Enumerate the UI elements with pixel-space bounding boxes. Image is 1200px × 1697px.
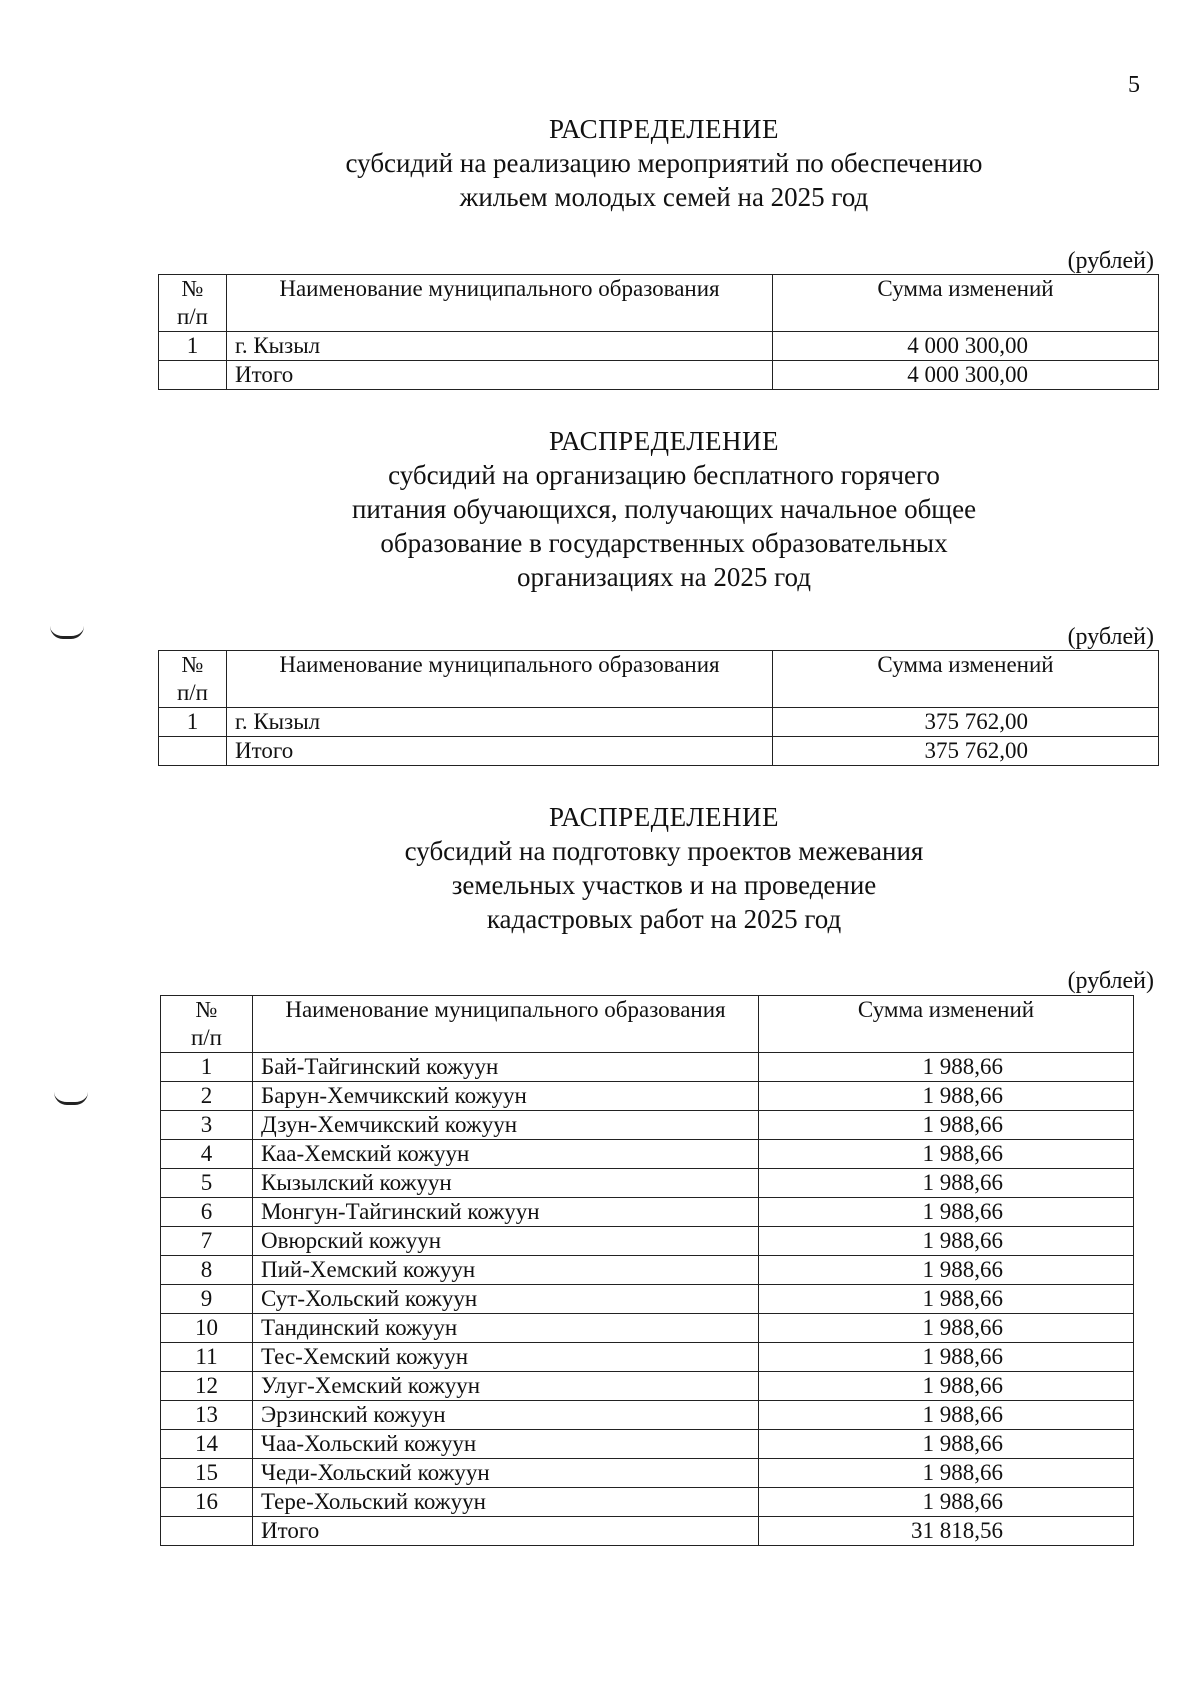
row-sum: 1 988,66 (759, 1343, 1134, 1372)
row-name: Чаа-Хольский кожуун (253, 1430, 759, 1459)
table-row (161, 1053, 1134, 1082)
row-num: 1 (159, 708, 227, 737)
row-sum: 4 000 300,00 (773, 332, 1159, 361)
row-name: Эрзинский кожуун (253, 1401, 759, 1430)
section-title: РАСПРЕДЕЛЕНИЕ (548, 426, 780, 456)
table-row (161, 1430, 1134, 1459)
section-subtitle-line: субсидий на реализацию мероприятий по обеспечению (345, 148, 983, 178)
distribution-table-1 (158, 274, 1159, 390)
table-row (161, 1169, 1134, 1198)
row-num: 6 (161, 1198, 253, 1227)
table-row (161, 1227, 1134, 1256)
total-sum: 31 818,56 (759, 1517, 1134, 1546)
table-row (159, 332, 1159, 361)
col-header-name: Наименование муниципального образования (227, 651, 773, 708)
table-row (161, 1488, 1134, 1517)
total-label: Итого (227, 361, 773, 390)
row-name: Пий-Хемский кожуун (253, 1256, 759, 1285)
distribution-table-2 (158, 650, 1159, 766)
row-name: Барун-Хемчикский кожуун (253, 1082, 759, 1111)
section-subtitle-line: организациях на 2025 год (517, 562, 811, 592)
section-subtitle-line: кадастровых работ на 2025 год (486, 904, 842, 934)
row-sum: 1 988,66 (759, 1256, 1134, 1285)
row-sum: 1 988,66 (759, 1430, 1134, 1459)
table-total-row (159, 361, 1159, 390)
total-sum: 375 762,00 (773, 737, 1159, 766)
row-sum: 1 988,66 (759, 1314, 1134, 1343)
table-row (161, 1314, 1134, 1343)
row-sum: 1 988,66 (759, 1082, 1134, 1111)
unit-label: (рублей) (1067, 624, 1154, 650)
col-header-sum: Сумма изменений (773, 651, 1159, 708)
row-sum: 1 988,66 (759, 1198, 1134, 1227)
col-header-sum: Сумма изменений (773, 275, 1159, 332)
table-row (161, 1459, 1134, 1488)
row-sum: 375 762,00 (773, 708, 1159, 737)
table-row (161, 1343, 1134, 1372)
table-row (161, 1198, 1134, 1227)
row-sum: 1 988,66 (759, 1140, 1134, 1169)
section-2-heading (0, 424, 1200, 594)
row-sum: 1 988,66 (759, 1227, 1134, 1256)
unit-label: (рублей) (1067, 968, 1154, 994)
section-subtitle-line: земельных участков и на проведение (451, 870, 877, 900)
row-sum: 1 988,66 (759, 1111, 1134, 1140)
section-subtitle-line: субсидий на организацию бесплатного горячего (388, 460, 940, 490)
scan-mark (54, 1092, 88, 1105)
row-num: 12 (161, 1372, 253, 1401)
row-sum: 1 988,66 (759, 1488, 1134, 1517)
row-name: Тес-Хемский кожуун (253, 1343, 759, 1372)
table-header-row (161, 996, 1134, 1053)
row-sum: 1 988,66 (759, 1285, 1134, 1314)
row-num (159, 737, 227, 766)
row-num (161, 1517, 253, 1546)
row-sum: 1 988,66 (759, 1401, 1134, 1430)
table-total-row (159, 737, 1159, 766)
col-header-name: Наименование муниципального образования (253, 996, 759, 1053)
row-name: Дзун-Хемчикский кожуун (253, 1111, 759, 1140)
row-name: г. Кызыл (227, 332, 773, 361)
unit-label: (рублей) (1067, 248, 1154, 274)
row-num: 9 (161, 1285, 253, 1314)
row-name: Бай-Тайгинский кожуун (253, 1053, 759, 1082)
col-header-num: № п/п (159, 275, 227, 332)
section-3-heading (0, 800, 1200, 936)
row-num: 8 (161, 1256, 253, 1285)
total-label: Итого (227, 737, 773, 766)
section-subtitle-line: питания обучающихся, получающих начальное общее (351, 494, 977, 524)
row-num: 13 (161, 1401, 253, 1430)
col-header-num: № п/п (159, 651, 227, 708)
table-row (161, 1372, 1134, 1401)
row-sum: 1 988,66 (759, 1459, 1134, 1488)
row-name: Чеди-Хольский кожуун (253, 1459, 759, 1488)
row-name: г. Кызыл (227, 708, 773, 737)
row-num: 10 (161, 1314, 253, 1343)
row-name: Улуг-Хемский кожуун (253, 1372, 759, 1401)
row-num: 16 (161, 1488, 253, 1517)
row-num: 3 (161, 1111, 253, 1140)
row-name: Тере-Хольский кожуун (253, 1488, 759, 1517)
row-name: Тандинский кожуун (253, 1314, 759, 1343)
row-name: Монгун-Тайгинский кожуун (253, 1198, 759, 1227)
table-row (161, 1401, 1134, 1430)
row-num (159, 361, 227, 390)
total-label: Итого (253, 1517, 759, 1546)
row-sum: 1 988,66 (759, 1053, 1134, 1082)
row-num: 1 (161, 1053, 253, 1082)
section-1-heading (0, 112, 1200, 214)
row-num: 2 (161, 1082, 253, 1111)
section-subtitle-line: жильем молодых семей на 2025 год (459, 182, 869, 212)
table-row (161, 1285, 1134, 1314)
table-header-row (159, 275, 1159, 332)
table-total-row (161, 1517, 1134, 1546)
row-sum: 1 988,66 (759, 1169, 1134, 1198)
col-header-sum: Сумма изменений (759, 996, 1134, 1053)
table-row (161, 1111, 1134, 1140)
total-sum: 4 000 300,00 (773, 361, 1159, 390)
row-name: Сут-Хольский кожуун (253, 1285, 759, 1314)
table-header-row (159, 651, 1159, 708)
row-num: 15 (161, 1459, 253, 1488)
section-subtitle-line: образование в государственных образовательных (380, 528, 948, 558)
section-subtitle-line: субсидий на подготовку проектов межевания (404, 836, 924, 866)
row-num: 14 (161, 1430, 253, 1459)
page-number: 5 (1128, 72, 1140, 98)
row-name: Каа-Хемский кожуун (253, 1140, 759, 1169)
table-row (159, 708, 1159, 737)
table-row (161, 1082, 1134, 1111)
row-name: Кызылский кожуун (253, 1169, 759, 1198)
row-name: Овюрский кожуун (253, 1227, 759, 1256)
col-header-name: Наименование муниципального образования (227, 275, 773, 332)
section-title: РАСПРЕДЕЛЕНИЕ (548, 802, 780, 832)
section-title: РАСПРЕДЕЛЕНИЕ (548, 114, 780, 144)
row-num: 4 (161, 1140, 253, 1169)
row-num: 5 (161, 1169, 253, 1198)
distribution-table-3 (160, 995, 1134, 1546)
row-sum: 1 988,66 (759, 1372, 1134, 1401)
row-num: 1 (159, 332, 227, 361)
row-num: 7 (161, 1227, 253, 1256)
table-row (161, 1140, 1134, 1169)
row-num: 11 (161, 1343, 253, 1372)
table-row (161, 1256, 1134, 1285)
col-header-num: № п/п (161, 996, 253, 1053)
scan-mark (50, 626, 84, 639)
